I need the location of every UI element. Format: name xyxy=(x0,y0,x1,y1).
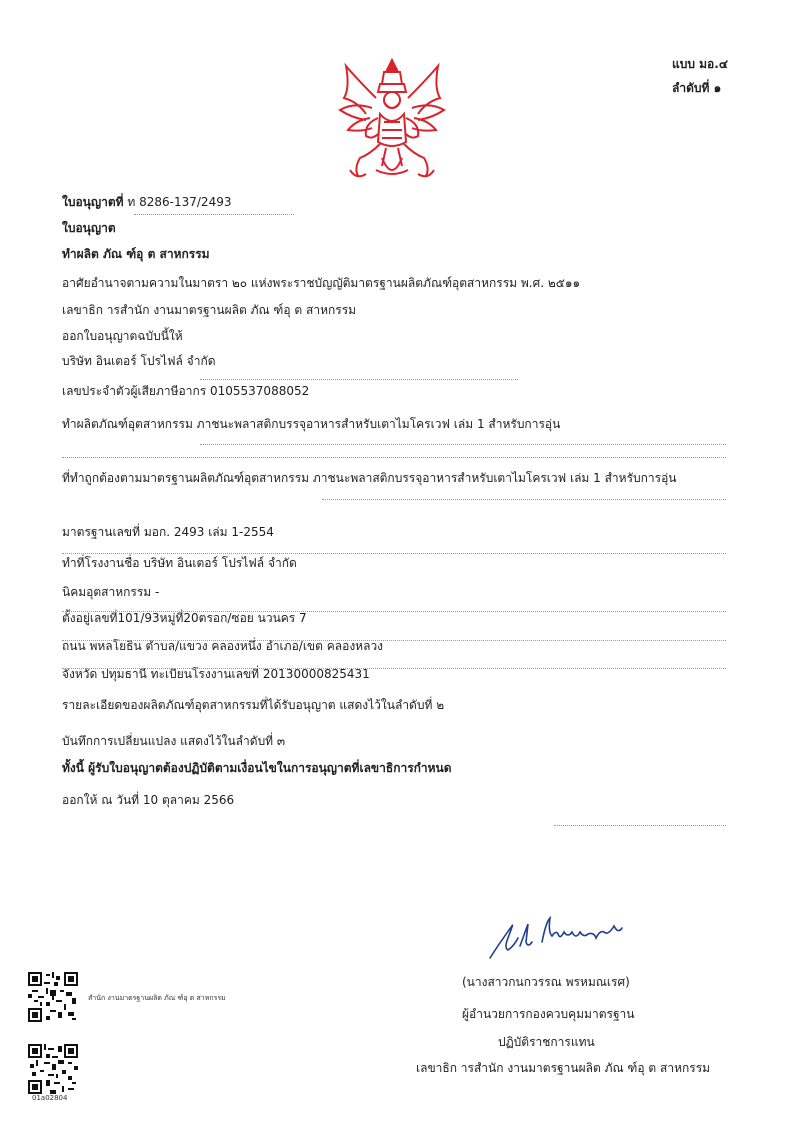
standard-line: ที่ทำถูกต้องตามมาตรฐานผลิตภัณฑ์อุตสาหกรรม ภาชนะพลาสติกบรรจุอาหารสำหรับเตาไมโครเวฟ เล่ม 1 สำหรับการอุ่น xyxy=(62,471,677,485)
license-heading: ใบอนุญาต xyxy=(62,221,116,235)
license-number-value: ท 8286-137/2493 xyxy=(127,195,232,209)
divider xyxy=(322,499,726,500)
license-number-label: ใบอนุญาตที่ xyxy=(62,195,124,209)
factory-line: ทำที่โรงงานชื่อ บริษัท อินเตอร์ โปรไฟล์ จำกัด xyxy=(62,556,297,570)
form-sequence: ลำดับที่ ๑ xyxy=(672,81,722,95)
product-line: ทำผลิตภัณฑ์อุตสาหกรรม ภาชนะพลาสติกบรรจุอาหารสำหรับเตาไมโครเวฟ เล่ม 1 สำหรับการอุ่น xyxy=(62,417,561,431)
divider xyxy=(200,444,726,445)
on-behalf-line: เลขาธิก ารสำนัก งานมาตรฐานผลิต ภัณ ฑ์อุ ต สาหกรรม xyxy=(416,1061,711,1075)
divider xyxy=(62,640,726,641)
details-line: รายละเอียดของผลิตภัณฑ์อุตสาหกรรมที่ได้รับอนุญาต แสดงไว้ในลำดับที่ ๒ xyxy=(62,698,445,712)
qr-code-top-icon xyxy=(28,972,78,1022)
license-number-row xyxy=(62,194,231,210)
company-name: บริษัท อินเตอร์ โปรไฟล์ จำกัด xyxy=(62,354,216,368)
changes-line: บันทึกการเปลี่ยนแปลง แสดงไว้ในลำดับที่ ๓ xyxy=(62,734,286,748)
province-line: จังหวัด ปทุมธานี ทะเบียนโรงงานเลขที่ 20130000825431 xyxy=(62,667,370,681)
signatory-position: ผู้อำนวยการกองควบคุมมาตรฐาน xyxy=(462,1007,635,1021)
garuda-emblem-icon xyxy=(336,58,448,184)
tax-id-line: เลขประจำตัวผู้เสียภาษีอากร 0105537088052 xyxy=(62,384,310,398)
divider xyxy=(62,553,726,554)
estate-line: นิคมอุตสาหกรรม - xyxy=(62,585,160,599)
divider xyxy=(134,214,294,215)
form-code: แบบ มอ.๔ xyxy=(672,57,728,71)
issue-date: ออกให้ ณ วันที่ 10 ตุลาคม 2566 xyxy=(62,793,235,807)
authority-line: อาศัยอำนาจตามความในมาตรา ๒๐ แห่งพระราชบัญญัติมาตรฐานผลิตภัณฑ์อุตสาหกรรม พ.ศ. ๒๕๑๑ xyxy=(62,276,581,290)
document-code: 01a02804 xyxy=(32,1094,68,1102)
divider xyxy=(62,457,726,458)
signatory-name: (นางสาวกนกวรรณ พรหมณเรศ) xyxy=(462,975,630,989)
signature-image xyxy=(484,912,628,964)
secretary-line: เลขาธิก ารสำนัก งานมาตรฐานผลิต ภัณ ฑ์อุ ต สาหกรรม xyxy=(62,303,357,317)
condition-line: ทั้งนี้ ผู้รับใบอนุญาตต้องปฏิบัติตามเงื่อนไขในการอนุญาตที่เลขาธิการกำหนด xyxy=(62,761,452,775)
standard-number: มาตรฐานเลขที่ มอก. 2493 เล่ม 1-2554 xyxy=(62,525,274,539)
divider xyxy=(554,825,726,826)
footer-office: สำนัก งานมาตรฐานผลิต ภัณ ฑ์อุ ต สาหกรรม xyxy=(88,994,226,1002)
issue-to-line: ออกใบอนุญาตฉบับนี้ให้ xyxy=(62,329,183,343)
divider xyxy=(62,668,726,669)
qr-code-bottom-icon xyxy=(28,1044,78,1094)
address-line: ตั้งอยู่เลขที่101/93หมู่ที่20ตรอก/ซอย นวนคร 7 xyxy=(62,611,307,625)
road-line: ถนน พหลโยธิน ตำบล/แขวง คลองหนึ่ง อำเภอ/เขต คลองหลวง xyxy=(62,639,384,653)
acting-line: ปฏิบัติราชการแทน xyxy=(498,1035,595,1049)
license-heading-2: ทำผลิต ภัณ ฑ์อุ ต สาหกรรม xyxy=(62,247,210,261)
divider xyxy=(200,379,518,380)
